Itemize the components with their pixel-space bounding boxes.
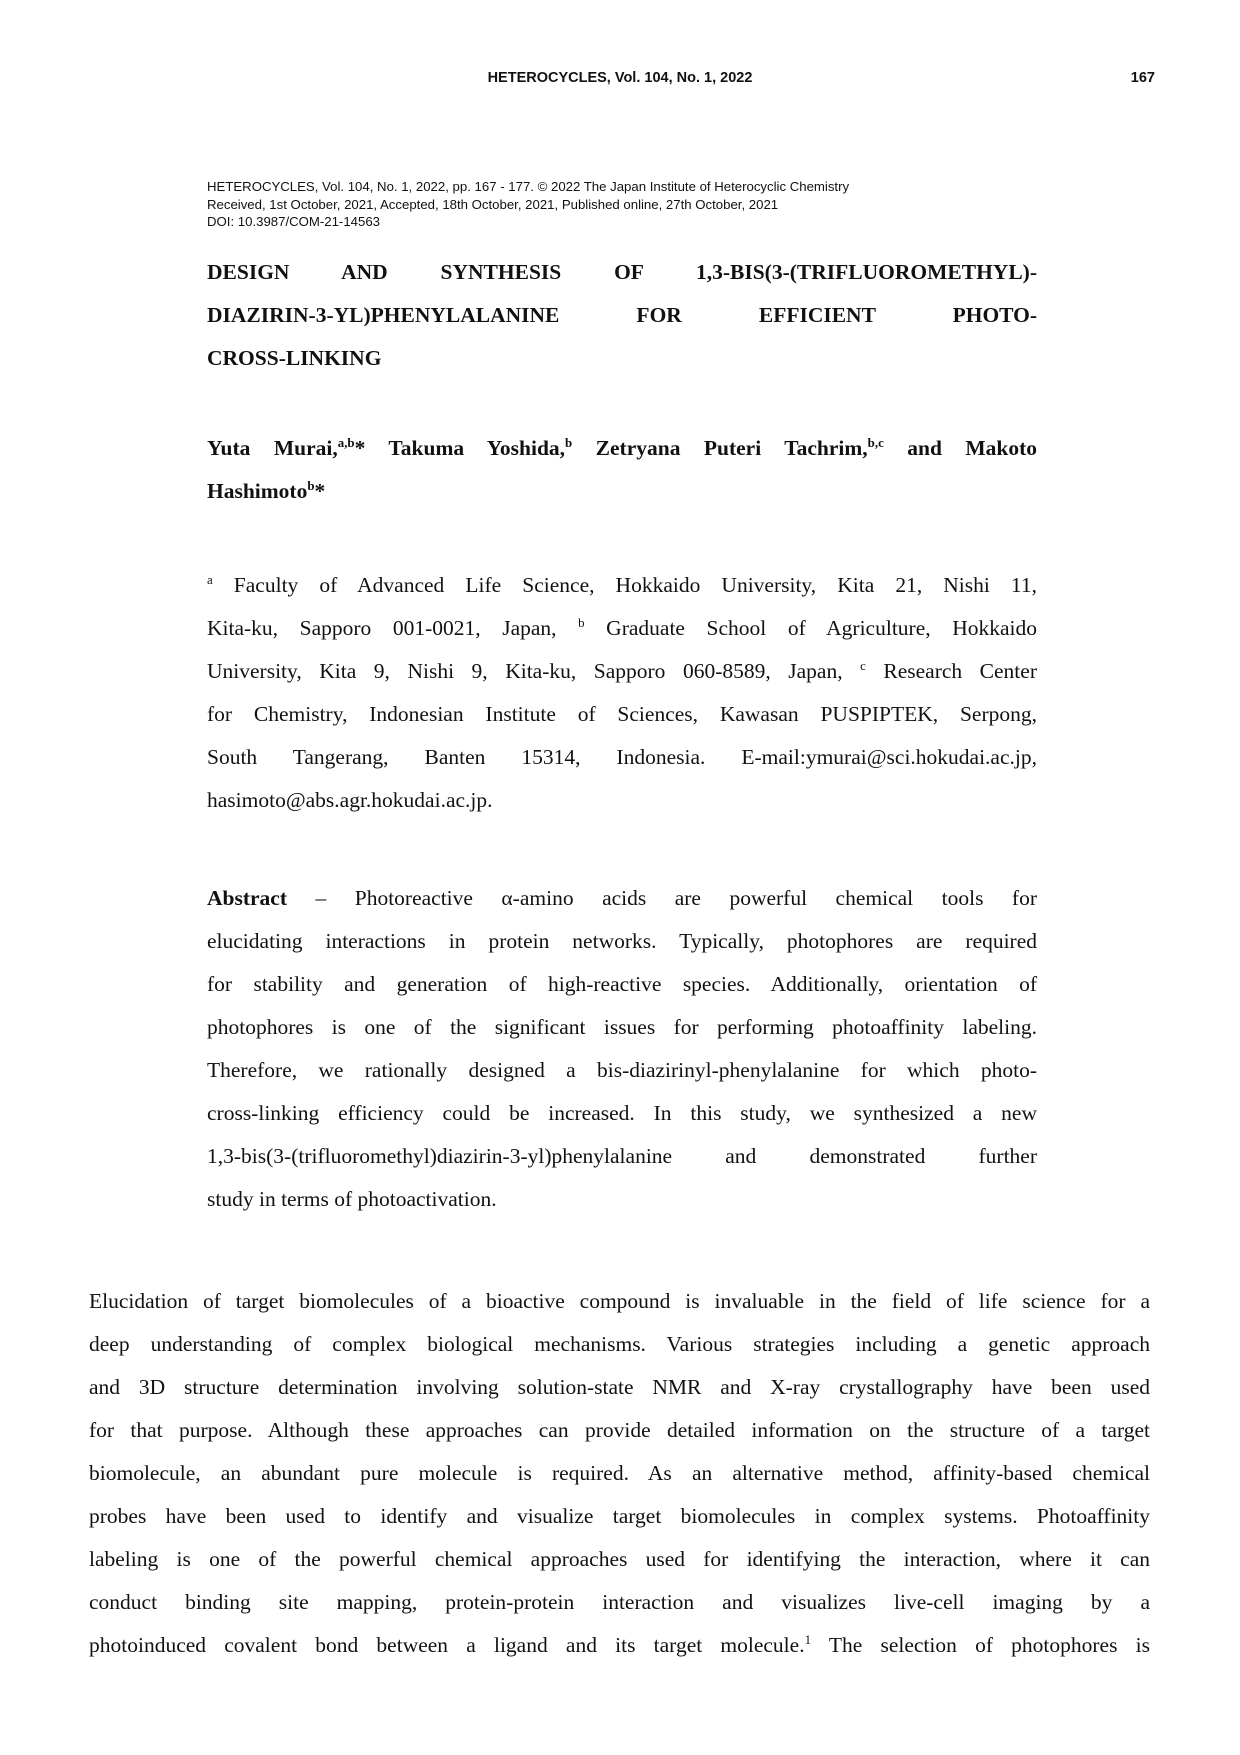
affiliation-text: Research Center	[865, 659, 1037, 683]
corresponding-mark: *	[314, 479, 326, 503]
body-line: labeling is one of the powerful chemical approaches used for identifying the interaction, where it can	[89, 1547, 1150, 1571]
affiliation-mark: a	[207, 572, 213, 587]
author-line	[207, 470, 1037, 513]
body-text	[89, 1280, 1150, 1667]
abstract-line: cross-linking efficiency could be increased. In this study, we synthesized a new	[207, 1101, 1037, 1125]
body-text-span: The selection of photophores is	[811, 1633, 1151, 1657]
affiliation-line	[207, 607, 1037, 650]
author-name: Yuta Murai,	[207, 436, 338, 460]
body-line: and 3D structure determination involving solution-state NMR and X-ray crystallography have been used	[89, 1375, 1150, 1399]
body-line: conduct binding site mapping, protein-protein interaction and visualizes live-cell imaging by a	[89, 1590, 1150, 1614]
affiliation-mark: c	[860, 658, 866, 673]
body-line: deep understanding of complex biological mechanisms. Various strategies including a genetic approach	[89, 1332, 1150, 1356]
author-affiliation-mark: b	[307, 478, 315, 493]
paper-title	[207, 251, 1037, 380]
abstract-line: photophores is one of the significant issues for performing photoaffinity labeling.	[207, 1015, 1037, 1039]
citation-line: HETEROCYCLES, Vol. 104, No. 1, 2022, pp. 167 - 177. © 2022 The Japan Institute of Heterocyclic Chemistry	[207, 179, 850, 194]
abstract-line: elucidating interactions in protein networks. Typically, photophores are required	[207, 929, 1037, 953]
title-line: DIAZIRIN-3-YL)PHENYLALANINE FOR EFFICIENT PHOTO-	[207, 303, 1037, 327]
author-name: Hashimoto	[207, 479, 308, 503]
affiliation-line: hasimoto@abs.agr.hokudai.ac.jp.	[207, 788, 493, 812]
affiliation-line	[207, 650, 1037, 693]
affiliation-text: Faculty of Advanced Life Science, Hokkaido University, Kita 21, Nishi 11,	[212, 573, 1037, 597]
author-line	[207, 427, 1037, 470]
affiliations	[207, 564, 1037, 822]
abstract	[207, 877, 1037, 1221]
author-affiliation-mark: b,c	[867, 435, 884, 450]
affiliation-line	[207, 564, 1037, 607]
abstract-line: for stability and generation of high-reactive species. Additionally, orientation of	[207, 972, 1037, 996]
title-line: CROSS-LINKING	[207, 346, 382, 370]
abstract-line: Therefore, we rationally designed a bis-diazirinyl-phenylalanine for which photo-	[207, 1058, 1037, 1082]
article-metadata	[207, 178, 1037, 231]
body-line: biomolecule, an abundant pure molecule is required. As an alternative method, affinity-based chemical	[89, 1461, 1150, 1485]
doi-line: DOI: 10.3987/COM-21-14563	[207, 214, 380, 229]
body-line	[89, 1624, 1150, 1667]
affiliation-line: for Chemistry, Indonesian Institute of Sciences, Kawasan PUSPIPTEK, Serpong,	[207, 702, 1037, 726]
author-affiliation-mark: a,b	[337, 435, 355, 450]
affiliation-text: Graduate School of Agriculture, Hokkaido	[584, 616, 1037, 640]
abstract-text: – Photoreactive α-amino acids are powerful chemical tools for	[287, 886, 1037, 910]
author-name: Takuma Yoshida,	[365, 436, 566, 460]
author-affiliation-mark: b	[565, 435, 573, 450]
title-line: DESIGN AND SYNTHESIS OF 1,3-BIS(3-(TRIFLUOROMETHYL)-	[207, 260, 1037, 284]
reference-mark: 1	[804, 1632, 812, 1647]
body-line: for that purpose. Although these approaches can provide detailed information on the structure of a target	[89, 1418, 1150, 1442]
author-name: Zetryana Puteri Tachrim,	[572, 436, 868, 460]
abstract-label: Abstract	[207, 886, 288, 910]
body-line: Elucidation of target biomolecules of a bioactive compound is invaluable in the field of life science for a	[89, 1289, 1150, 1313]
running-header: HETEROCYCLES, Vol. 104, No. 1, 2022	[487, 70, 753, 86]
abstract-line: 1,3-bis(3-(trifluoromethyl)diazirin-3-yl)phenylalanine and demonstrated further	[207, 1144, 1037, 1168]
author-list	[207, 427, 1037, 513]
page-number: 167	[1130, 70, 1155, 86]
affiliation-mark: b	[578, 615, 585, 630]
body-line: probes have been used to identify and visualize target biomolecules in complex systems. Photoaffinity	[89, 1504, 1150, 1528]
body-text-span: photoinduced covalent bond between a ligand and its target molecule.	[89, 1633, 805, 1657]
affiliation-line: South Tangerang, Banten 15314, Indonesia. E-mail:ymurai@sci.hokudai.ac.jp,	[207, 745, 1037, 769]
abstract-line	[207, 877, 1037, 920]
author-name: and Makoto	[883, 436, 1038, 460]
corresponding-mark: *	[354, 436, 366, 460]
abstract-line: study in terms of photoactivation.	[207, 1187, 497, 1211]
affiliation-text: University, Kita 9, Nishi 9, Kita-ku, Sapporo 060-8589, Japan,	[207, 659, 861, 683]
dates-line: Received, 1st October, 2021, Accepted, 18th October, 2021, Published online, 27th October, 2021	[207, 196, 779, 212]
affiliation-text: Kita-ku, Sapporo 001-0021, Japan,	[207, 616, 579, 640]
